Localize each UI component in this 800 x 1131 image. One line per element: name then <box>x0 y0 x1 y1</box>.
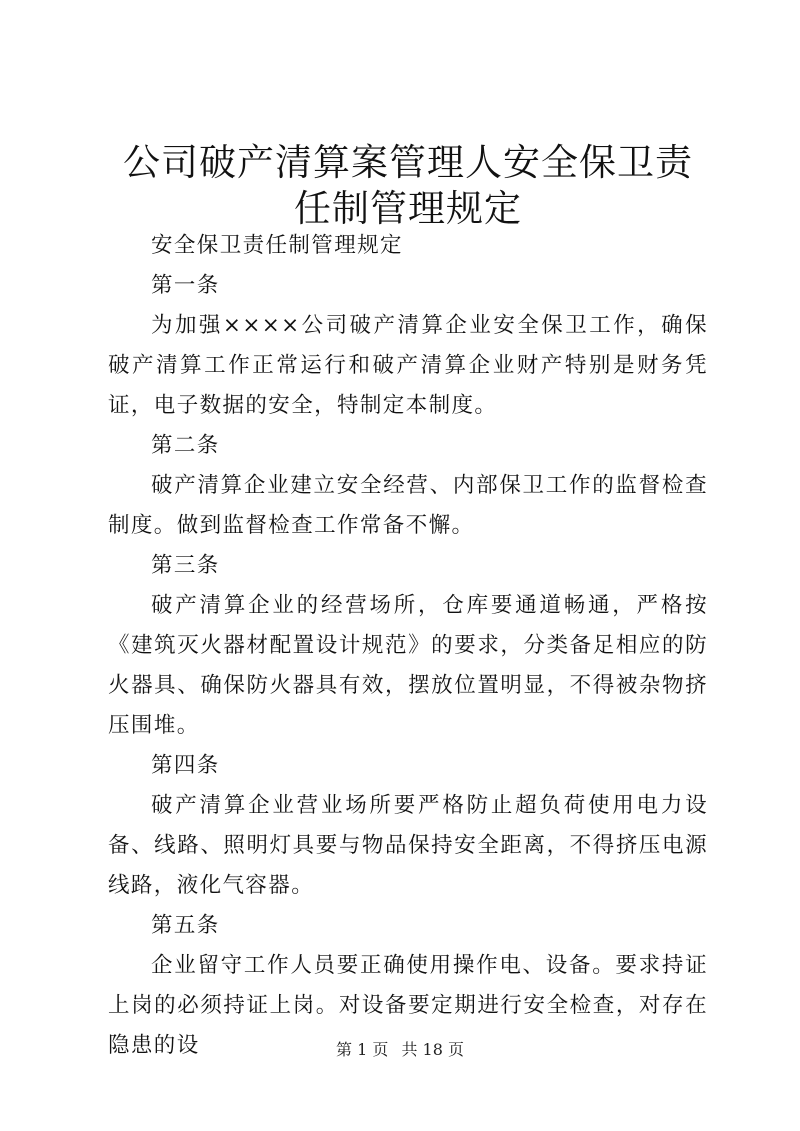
article-text-2: 破产清算企业建立安全经营、内部保卫工作的监督检查制度。做到监督检查工作常备不懈。 <box>108 473 708 538</box>
page-number: 第 1 页 <box>336 1040 389 1059</box>
article-text-4: 破产清算企业营业场所要严格防止超负荷使用电力设备、线路、照明灯具要与物品保持安全距离，不得挤压电源线路，液化气容器。 <box>108 793 708 898</box>
article-heading-1: 第一条 <box>151 273 220 298</box>
article-heading-4: 第四条 <box>151 753 220 778</box>
article-heading-2: 第二条 <box>151 433 220 458</box>
document-body <box>108 226 708 1066</box>
article-text-1: 为加强××××公司破产清算企业安全保卫工作，确保破产清算工作正常运行和破产清算企业财产特别是财务凭证，电子数据的安全，特制定本制度。 <box>108 313 708 418</box>
subtitle-paragraph: 安全保卫责任制管理规定 <box>151 233 403 258</box>
article-heading-5: 第五条 <box>151 913 220 938</box>
article-text-3: 破产清算企业的经营场所，仓库要通道畅通，严格按《建筑灭火器材配置设计规范》的要求，分类备足相应的防火器具、确保防火器具有效，摆放位置明显，不得被杂物挤压围堆。 <box>108 593 708 738</box>
page-footer <box>0 1040 800 1060</box>
article-text-5: 企业留守工作人员要正确使用操作电、设备。要求持证上岗的必须持证上岗。对设备要定期进行安全检查，对存在隐患的设 <box>108 953 708 1058</box>
page-total: 共 18 页 <box>401 1040 464 1059</box>
document-title: 公司破产清算案管理人安全保卫责任制管理规定 <box>123 141 693 230</box>
article-heading-3: 第三条 <box>151 553 220 578</box>
